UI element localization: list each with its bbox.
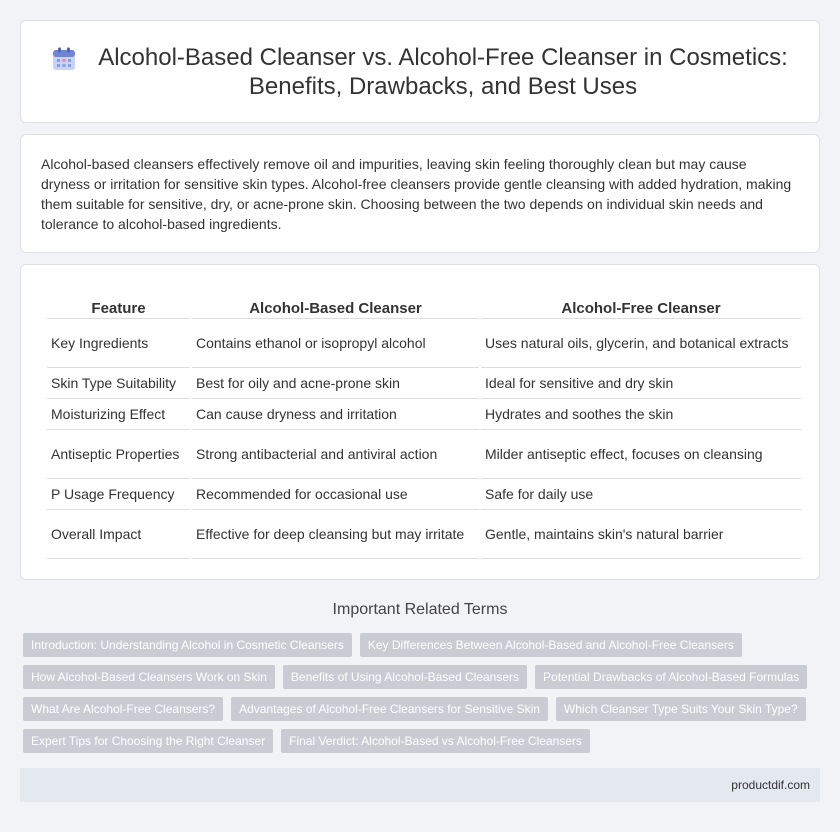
page-title: Alcohol-Based Cleanser vs. Alcohol-Free Cleanser in Cosmetics: Benefits, Drawbacks, and Best Uses [98, 43, 788, 100]
table-row [47, 368, 801, 399]
alcohol-based-cell: Contains ethanol or isopropyl alcohol [192, 319, 479, 368]
related-term-link[interactable]: Advantages of Alcohol-Free Cleansers for Sensitive Skin [231, 697, 548, 721]
alcohol-based-cell: Can cause dryness and irritation [192, 399, 479, 430]
alcohol-free-cell: Ideal for sensitive and dry skin [481, 368, 801, 399]
related-term-link[interactable]: Potential Drawbacks of Alcohol-Based Formulas [535, 665, 807, 689]
alcohol-free-cell: Gentle, maintains skin's natural barrier [481, 510, 801, 559]
footer-bar [20, 768, 820, 802]
calendar-icon [51, 46, 77, 72]
related-term-link[interactable]: Final Verdict: Alcohol-Based vs Alcohol-Free Cleansers [281, 729, 590, 753]
header-alcohol-free: Alcohol-Free Cleanser [481, 293, 801, 319]
table-row [47, 479, 801, 510]
feature-cell: P Usage Frequency [47, 479, 190, 510]
feature-cell: Key Ingredients [47, 319, 190, 368]
feature-cell: Overall Impact [47, 510, 190, 559]
alcohol-free-cell: Uses natural oils, glycerin, and botanical extracts [481, 319, 801, 368]
feature-cell: Moisturizing Effect [47, 399, 190, 430]
related-term-link[interactable]: Benefits of Using Alcohol-Based Cleansers [283, 665, 527, 689]
header-feature: Feature [47, 293, 190, 319]
site-name[interactable]: productdif.com [731, 778, 810, 792]
header-alcohol-based: Alcohol-Based Cleanser [192, 293, 479, 319]
alcohol-based-cell: Recommended for occasional use [192, 479, 479, 510]
comparison-table [45, 293, 803, 559]
alcohol-based-cell: Effective for deep cleansing but may irritate [192, 510, 479, 559]
alcohol-free-cell: Milder antiseptic effect, focuses on cleansing [481, 430, 801, 479]
comparison-card [20, 264, 820, 580]
feature-cell: Skin Type Suitability [47, 368, 190, 399]
table-row [47, 510, 801, 559]
related-terms-title: Important Related Terms [332, 601, 508, 618]
related-term-link[interactable]: What Are Alcohol-Free Cleansers? [23, 697, 223, 721]
table-header-row [47, 293, 801, 319]
header-card [20, 20, 820, 123]
feature-cell: Antiseptic Properties [47, 430, 190, 479]
intro-card [20, 134, 820, 253]
alcohol-based-cell: Strong antibacterial and antiviral action [192, 430, 479, 479]
table-row [47, 319, 801, 368]
alcohol-free-cell: Hydrates and soothes the skin [481, 399, 801, 430]
related-term-link[interactable]: Introduction: Understanding Alcohol in Cosmetic Cleansers [23, 633, 352, 657]
related-terms-list [23, 633, 823, 753]
table-row [47, 399, 801, 430]
related-term-link[interactable]: How Alcohol-Based Cleansers Work on Skin [23, 665, 275, 689]
related-term-link[interactable]: Key Differences Between Alcohol-Based and Alcohol-Free Cleansers [360, 633, 742, 657]
related-term-link[interactable]: Expert Tips for Choosing the Right Cleanser [23, 729, 273, 753]
table-row [47, 430, 801, 479]
alcohol-free-cell: Safe for daily use [481, 479, 801, 510]
related-term-link[interactable]: Which Cleanser Type Suits Your Skin Type? [556, 697, 806, 721]
intro-text: Alcohol-based cleansers effectively remove oil and impurities, leaving skin feeling thoroughly clean but may cause dryness or irritation for sensitive skin types. Alcohol-free cleansers provide gentle cleansing with added hydration, making them suitable for sensitive, dry, or acne-prone skin. Choosing between the two depends on individual skin needs and tolerance to alcohol-based ingredients. [41, 156, 792, 232]
alcohol-based-cell: Best for oily and acne-prone skin [192, 368, 479, 399]
